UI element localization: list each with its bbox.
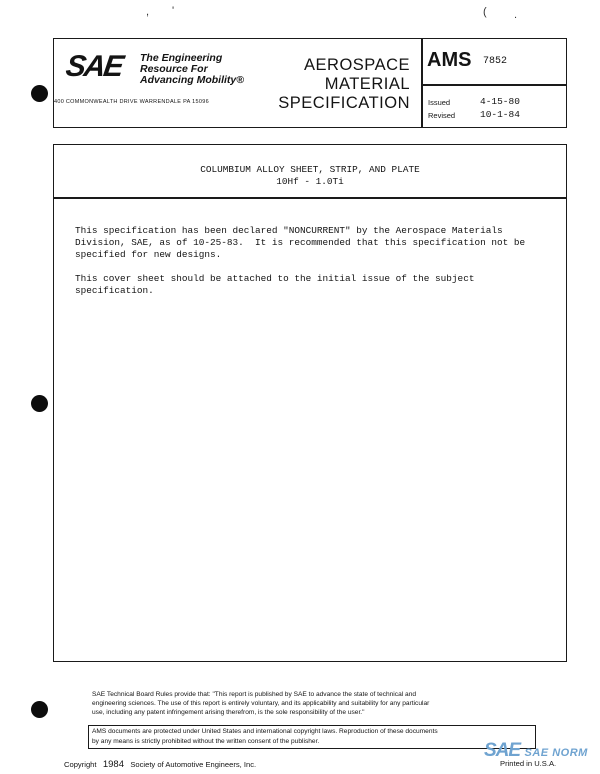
rules-line-2: engineering sciences. The use of this report is entirely voluntary, and its applicability and suitability for any particular [92, 700, 430, 707]
notice-line-1: AMS documents are protected under United States and international copyright laws. Reproduction of these documents [92, 728, 438, 735]
issued-label: Issued [428, 98, 451, 107]
tagline-line-2: Resource For [140, 63, 208, 75]
tagline-line-3: Advancing Mobility® [140, 74, 244, 86]
paragraph-noncurrent [75, 225, 525, 261]
sae-logo-text: SAE [63, 50, 125, 83]
paragraph-line: This cover sheet should be attached to the initial issue of the subject [75, 273, 475, 284]
rules-line-3: use, including any patent infringement arising therefrom, is the sole responsibility of the user." [92, 709, 365, 716]
rules-line-1: SAE Technical Board Rules provide that: "This report is published by SAE to advance the state of technical and [92, 691, 417, 698]
scan-mark: . [514, 9, 518, 21]
copyright-owner: Society of Automotive Engineers, Inc. [130, 760, 257, 769]
paragraph-cover-sheet [75, 273, 474, 297]
watermark-text: SAE NORM [524, 747, 588, 759]
punch-hole-top [31, 85, 48, 102]
sae-logo [63, 50, 130, 83]
punch-hole-middle [31, 395, 48, 412]
scan-mark: ' [172, 5, 175, 17]
revised-label: Revised [428, 111, 456, 120]
copyright-year: 1984 [102, 759, 124, 770]
title-line-2: 10Hf - 1.0Ti [276, 176, 344, 187]
printed-in: Printed in U.S.A. [500, 759, 557, 768]
doc-type-line-2: MATERIAL [324, 75, 410, 93]
copyright-prefix: Copyright [64, 760, 97, 769]
paragraph-line: specified for new designs. [75, 249, 222, 260]
watermark-logo: SAE [484, 740, 521, 761]
paragraph-line: This specification has been declared "NONCURRENT" by the Aerospace Materials [75, 225, 503, 236]
paragraph-line: Division, SAE, as of 10-25-83. It is recommended that this specification not be [75, 237, 526, 248]
header-divider [423, 84, 566, 86]
header-divider [421, 39, 423, 127]
ams-label: AMS [427, 49, 472, 71]
address: 400 COMMONWEALTH DRIVE WARRENDALE PA 15096 [54, 99, 209, 105]
punch-hole-bottom [31, 701, 48, 718]
notice-line-2: by any means is strictly prohibited without the written consent of the publisher. [92, 738, 320, 745]
title-line-1: COLUMBIUM ALLOY SHEET, STRIP, AND PLATE [200, 164, 420, 175]
title-divider [54, 197, 566, 199]
doc-type-line-3: SPECIFICATION [278, 94, 410, 112]
ams-number: 7852 [483, 56, 508, 67]
document-body [53, 144, 567, 662]
doc-type-line-1: AEROSPACE [304, 56, 410, 74]
scan-mark: ( [483, 6, 487, 18]
copyright-line [64, 759, 256, 770]
tagline-line-1: The Engineering [140, 52, 223, 64]
revised-date: 10-1-84 [480, 109, 520, 120]
document-header [53, 38, 567, 128]
issued-date: 4-15-80 [480, 96, 520, 107]
paragraph-line: specification. [75, 285, 154, 296]
scan-mark: , [146, 6, 150, 18]
